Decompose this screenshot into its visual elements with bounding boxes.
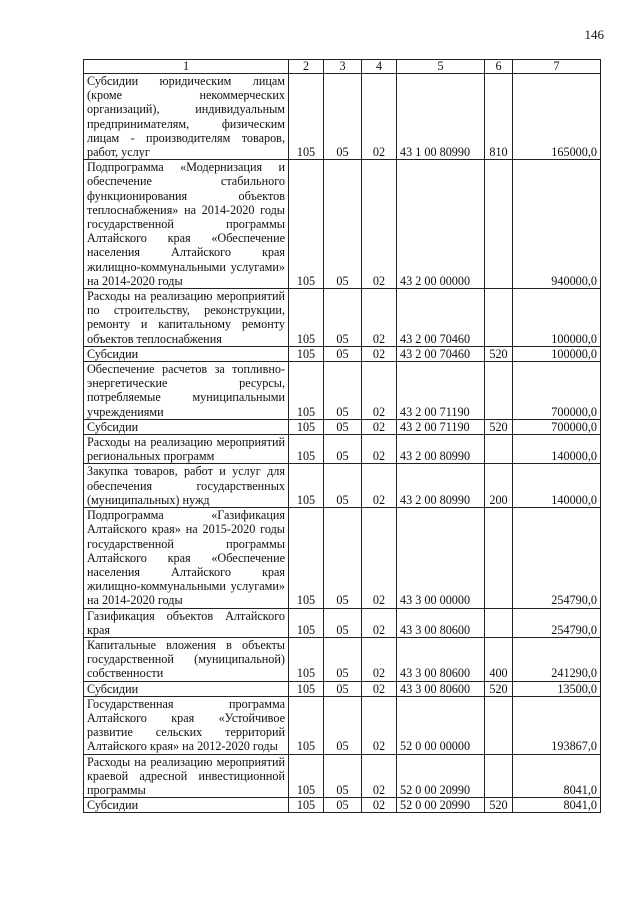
row-expense-type: 400: [485, 637, 513, 681]
header-col-7: 7: [513, 60, 601, 74]
header-col-4: 4: [362, 60, 397, 74]
header-col-3: 3: [324, 60, 362, 74]
row-name: Закупка товаров, работ и услуг для обеспечения государственных (муниципальных) нужд: [84, 464, 289, 508]
row-name: Государственная программа Алтайского края «Устойчивое развитие сельских территорий Алтайского края» на 2012-2020 годы: [84, 696, 289, 754]
row-target-article: 43 2 00 00000: [397, 160, 485, 289]
row-section: 05: [324, 754, 362, 798]
row-code-2: 105: [289, 508, 324, 608]
row-section: 05: [324, 637, 362, 681]
row-section: 05: [324, 681, 362, 696]
row-code-2: 105: [289, 608, 324, 637]
row-amount: 700000,0: [513, 419, 601, 434]
row-target-article: 43 3 00 80600: [397, 637, 485, 681]
row-target-article: 43 3 00 80600: [397, 608, 485, 637]
row-code-2: 105: [289, 346, 324, 361]
row-amount: 254790,0: [513, 608, 601, 637]
row-expense-type: [485, 362, 513, 420]
table-row: [84, 608, 601, 637]
row-code-2: 105: [289, 754, 324, 798]
row-code-2: 105: [289, 362, 324, 420]
row-expense-type: 810: [485, 74, 513, 160]
row-code-2: 105: [289, 419, 324, 434]
row-section: 05: [324, 160, 362, 289]
row-subsection: 02: [362, 754, 397, 798]
row-code-2: 105: [289, 464, 324, 508]
row-amount: 8041,0: [513, 798, 601, 813]
row-name: Капитальные вложения в объекты государственной (муниципальной) собственности: [84, 637, 289, 681]
row-code-2: 105: [289, 160, 324, 289]
header-col-6: 6: [485, 60, 513, 74]
row-section: 05: [324, 608, 362, 637]
row-amount: 8041,0: [513, 754, 601, 798]
row-expense-type: [485, 754, 513, 798]
row-name: Субсидии: [84, 346, 289, 361]
row-code-2: 105: [289, 798, 324, 813]
row-name: Субсидии: [84, 798, 289, 813]
row-code-2: 105: [289, 681, 324, 696]
row-amount: 140000,0: [513, 435, 601, 464]
row-amount: 165000,0: [513, 74, 601, 160]
row-subsection: 02: [362, 464, 397, 508]
row-target-article: 43 2 00 71190: [397, 419, 485, 434]
row-section: 05: [324, 289, 362, 347]
row-code-2: 105: [289, 696, 324, 754]
table-row: [84, 419, 601, 434]
row-name: Расходы на реализацию мероприятий краевой адресной инвестиционной программы: [84, 754, 289, 798]
row-expense-type: 520: [485, 798, 513, 813]
row-amount: 100000,0: [513, 289, 601, 347]
header-row: [84, 60, 601, 74]
row-name: Субсидии: [84, 681, 289, 696]
row-subsection: 02: [362, 608, 397, 637]
row-subsection: 02: [362, 362, 397, 420]
row-subsection: 02: [362, 696, 397, 754]
row-target-article: 43 2 00 80990: [397, 435, 485, 464]
row-target-article: 52 0 00 20990: [397, 798, 485, 813]
row-subsection: 02: [362, 346, 397, 361]
row-section: 05: [324, 464, 362, 508]
table-row: [84, 346, 601, 361]
row-subsection: 02: [362, 508, 397, 608]
table-row: [84, 362, 601, 420]
row-section: 05: [324, 508, 362, 608]
row-section: 05: [324, 798, 362, 813]
row-subsection: 02: [362, 637, 397, 681]
row-target-article: 43 2 00 80990: [397, 464, 485, 508]
table-row: [84, 74, 601, 160]
page-number: 146: [584, 27, 604, 42]
table-row: [84, 754, 601, 798]
budget-table: [83, 59, 601, 813]
row-expense-type: [485, 160, 513, 289]
row-subsection: 02: [362, 289, 397, 347]
row-target-article: 52 0 00 00000: [397, 696, 485, 754]
row-subsection: 02: [362, 419, 397, 434]
row-name: Подпрограмма «Газификация Алтайского края» на 2015-2020 годы государственной программы Алтайского края «Обеспечение населения Алтайского края жилищно-коммунальными услугами» на 2014-2020 годы: [84, 508, 289, 608]
table-row: [84, 637, 601, 681]
row-expense-type: 520: [485, 346, 513, 361]
row-amount: 241290,0: [513, 637, 601, 681]
row-section: 05: [324, 346, 362, 361]
row-expense-type: 520: [485, 681, 513, 696]
row-amount: 100000,0: [513, 346, 601, 361]
row-amount: 700000,0: [513, 362, 601, 420]
row-target-article: 43 2 00 71190: [397, 362, 485, 420]
row-subsection: 02: [362, 798, 397, 813]
row-subsection: 02: [362, 160, 397, 289]
row-target-article: 43 2 00 70460: [397, 289, 485, 347]
header-col-1: 1: [84, 60, 289, 74]
table-row: [84, 508, 601, 608]
row-amount: 193867,0: [513, 696, 601, 754]
row-code-2: 105: [289, 637, 324, 681]
row-subsection: 02: [362, 74, 397, 160]
row-section: 05: [324, 435, 362, 464]
row-expense-type: [485, 696, 513, 754]
row-code-2: 105: [289, 74, 324, 160]
row-amount: 254790,0: [513, 508, 601, 608]
row-section: 05: [324, 74, 362, 160]
row-expense-type: [485, 508, 513, 608]
row-expense-type: [485, 435, 513, 464]
row-expense-type: 200: [485, 464, 513, 508]
row-amount: 13500,0: [513, 681, 601, 696]
row-name: Газификация объектов Алтайского края: [84, 608, 289, 637]
table-row: [84, 681, 601, 696]
row-expense-type: [485, 608, 513, 637]
row-target-article: 43 2 00 70460: [397, 346, 485, 361]
row-target-article: 43 1 00 80990: [397, 74, 485, 160]
row-target-article: 43 3 00 80600: [397, 681, 485, 696]
row-section: 05: [324, 419, 362, 434]
row-section: 05: [324, 696, 362, 754]
header-col-2: 2: [289, 60, 324, 74]
table-row: [84, 160, 601, 289]
row-code-2: 105: [289, 289, 324, 347]
table-row: [84, 798, 601, 813]
row-name: Субсидии: [84, 419, 289, 434]
table-row: [84, 464, 601, 508]
row-target-article: 52 0 00 20990: [397, 754, 485, 798]
table-row: [84, 696, 601, 754]
row-expense-type: 520: [485, 419, 513, 434]
row-target-article: 43 3 00 00000: [397, 508, 485, 608]
row-amount: 940000,0: [513, 160, 601, 289]
row-expense-type: [485, 289, 513, 347]
table-row: [84, 289, 601, 347]
table-row: [84, 435, 601, 464]
header-col-5: 5: [397, 60, 485, 74]
row-section: 05: [324, 362, 362, 420]
row-subsection: 02: [362, 435, 397, 464]
row-subsection: 02: [362, 681, 397, 696]
row-name: Расходы на реализацию мероприятий региональных программ: [84, 435, 289, 464]
row-name: Расходы на реализацию мероприятий по строительству, реконструкции, ремонту и капитальному ремонту объектов теплоснабжения: [84, 289, 289, 347]
row-amount: 140000,0: [513, 464, 601, 508]
row-name: Субсидии юридическим лицам (кроме некоммерческих организаций), индивидуальным предпринимателям, физическим лицам - производителям товаров, работ, услуг: [84, 74, 289, 160]
row-name: Подпрограмма «Модернизация и обеспечение стабильного функционирования объектов теплоснабжения» на 2014-2020 годы государственной программы Алтайского края «Обеспечение населения Алтайского края жилищно-коммунальными услугами» на 2014-2020 годы: [84, 160, 289, 289]
row-name: Обеспечение расчетов за топливно-энергетические ресурсы, потребляемые муниципальными учреждениями: [84, 362, 289, 420]
row-code-2: 105: [289, 435, 324, 464]
